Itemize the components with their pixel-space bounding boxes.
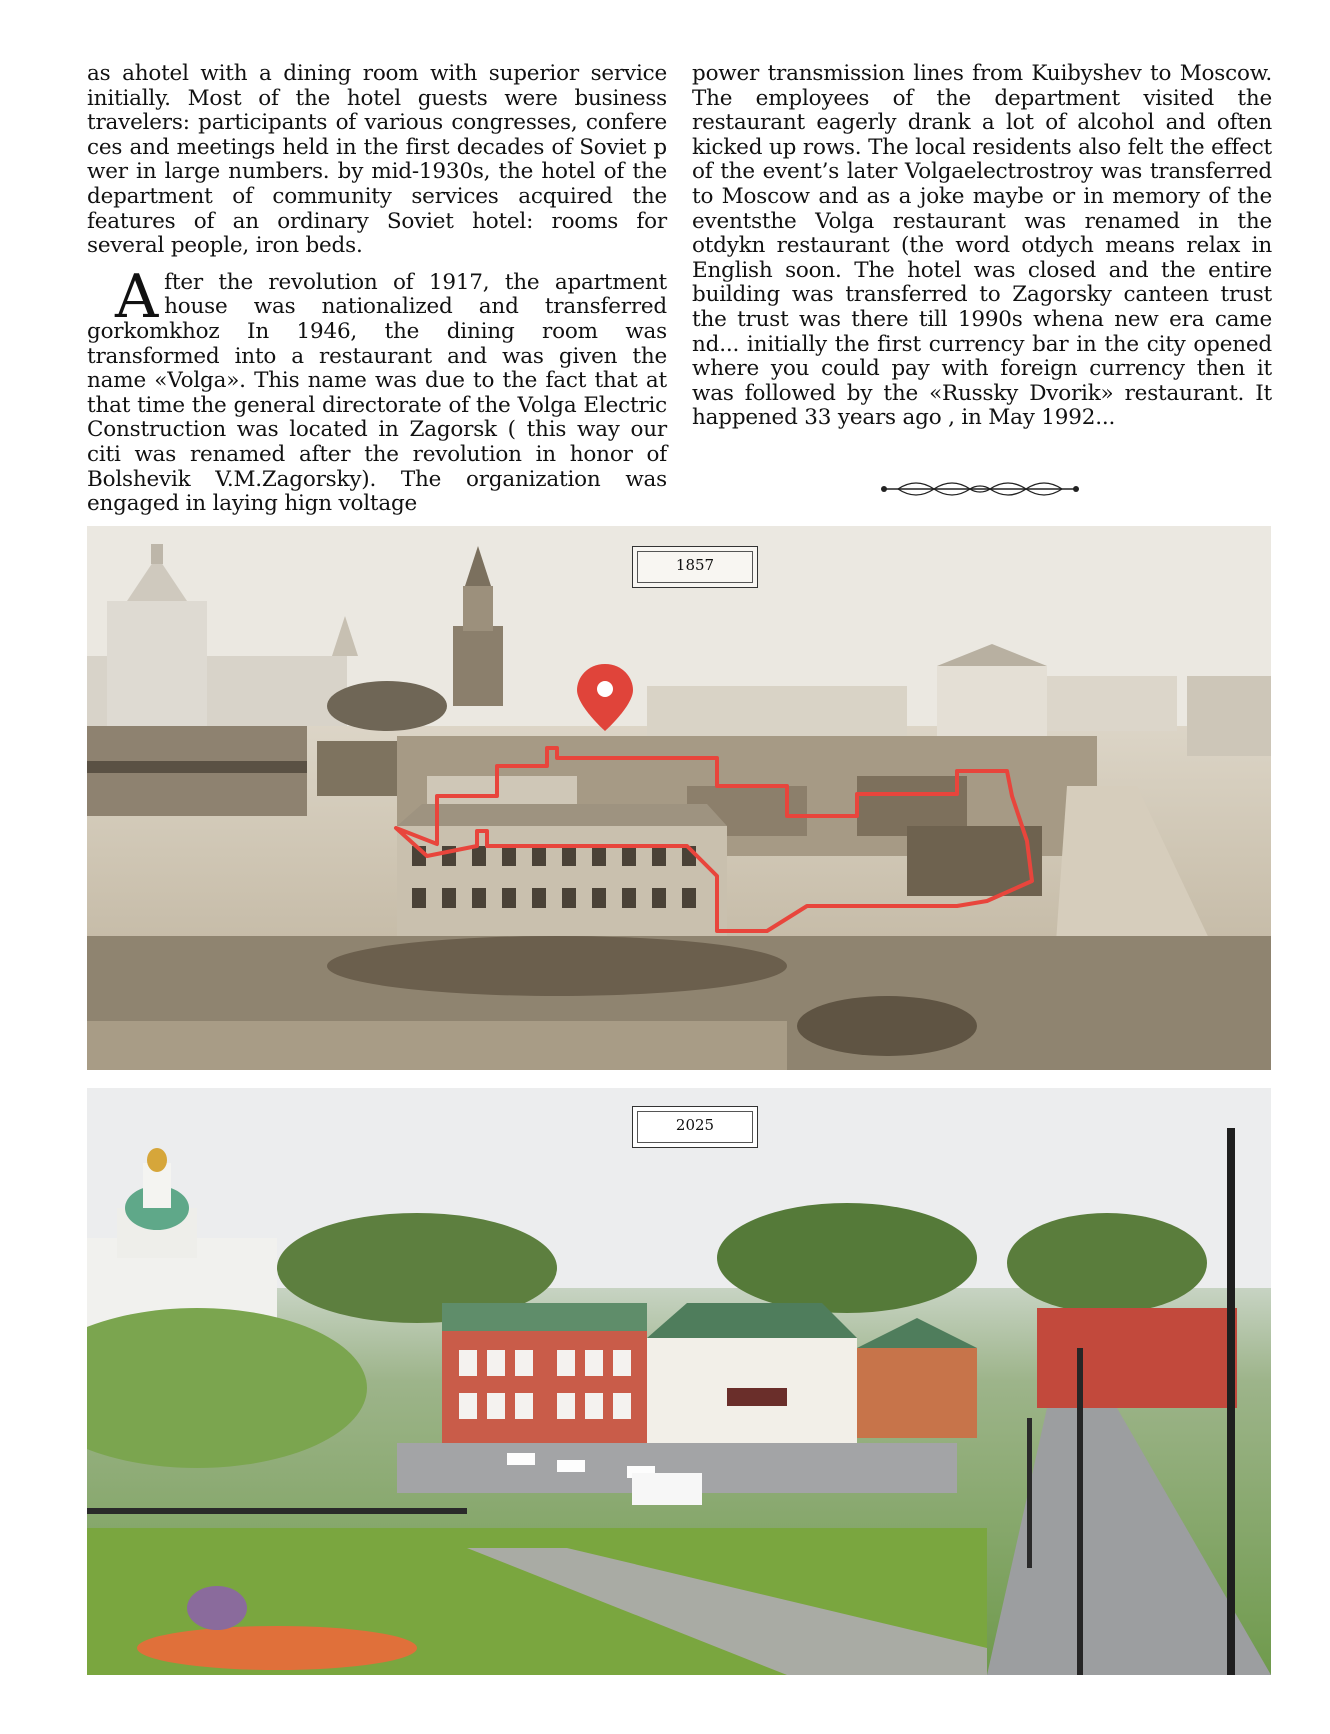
paragraph-1: as ahotel with a dining room with superior service initially. Most of the hotel guests were business travelers: participants of various congresses, confere ces and meetings held in the first decades of Soviet p wer in large numbers. by mid-1930s, the hotel of the department of community services acquired the features of an ordinary Soviet hotel: rooms for several people, iron beds. bbox=[87, 61, 667, 259]
modern-town-illustration bbox=[87, 1088, 1271, 1675]
paragraph-2-text: fter the revolution of 1917, the apartment house was nationalized and transferred gorkomkhoz In 1946, the dining room was transformed into a restaurant and was given the name «Volga». This name was due to the fact that at that time the general directorate of the Volga Electric Construction was located in Zagorsk ( this way our citi was renamed after the revolution in honor of Bolshevik V.M.Zagorsky). The organization was engaged in laying hign voltage bbox=[87, 269, 667, 517]
drop-cap: A bbox=[115, 261, 159, 332]
left-text-column bbox=[87, 62, 667, 517]
decorative-divider-icon bbox=[880, 480, 1080, 498]
modern-photo-2025 bbox=[87, 1088, 1271, 1675]
year-label-1857: 1857 bbox=[675, 556, 715, 574]
year-badge-2025 bbox=[632, 1106, 758, 1148]
paragraph-3: power transmission lines from Kuibyshev to Moscow. The employees of the department visited the restaurant eagerly drank a lot of alcohol and often kicked up rows. The local residents also felt the effect of the event’s later Volgaelectrostroy was transferred to Moscow and as a joke maybe or in memory of the eventsthe Volga restaurant was renamed in the otdykn restaurant (the word otdych means relax in English soon. The hotel was closed and the entire building was transferred to Zagorsky canteen trust the trust was there till 1990s whena new era came nd... initially the first currency bar in the city opened where you could pay with foreign currency then it was followed by the «Russky Dvorik» restaurant. It happened 33 years ago , in May 1992... bbox=[692, 61, 1272, 431]
historic-photo-1857 bbox=[87, 526, 1271, 1070]
year-badge-1857 bbox=[632, 546, 758, 588]
year-label-2025: 2025 bbox=[675, 1116, 715, 1134]
historic-town-illustration bbox=[87, 526, 1271, 1070]
right-text-column bbox=[692, 62, 1272, 431]
paragraph-2 bbox=[87, 261, 667, 517]
